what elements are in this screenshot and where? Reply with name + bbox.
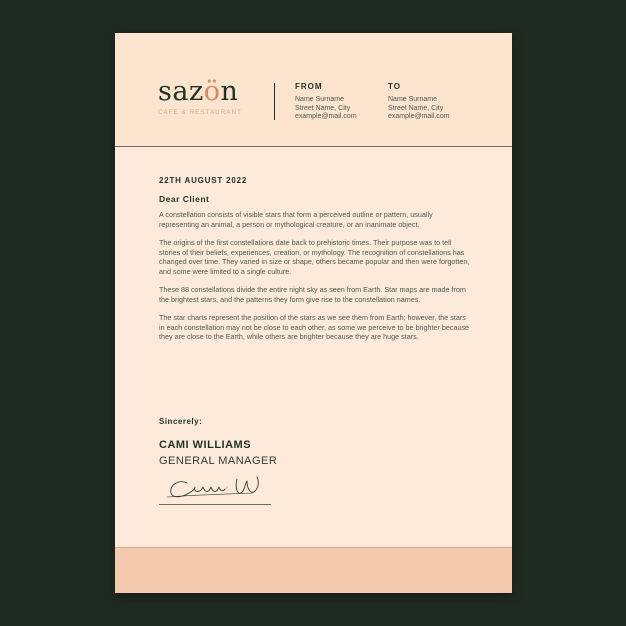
letter-greeting: Dear Client xyxy=(159,194,210,204)
to-address-block xyxy=(388,82,450,122)
letterhead-header xyxy=(115,33,512,146)
from-email: example@mail.com xyxy=(295,113,357,120)
brand-name-accent: ö xyxy=(203,76,221,107)
letterhead-page xyxy=(115,33,512,593)
from-street: Street Name, City xyxy=(295,104,351,112)
signer-name: CAMI WILLIAMS xyxy=(159,439,252,451)
body-paragraph: The star charts represent the position of the stars as we see them from Earth; however, the stars in each constellation may not be close to each other, as some we perceive to be brighter because they are close to the Earth, while others are brighter because they are huge stars. xyxy=(159,313,470,341)
header-rule xyxy=(115,146,512,147)
signature-line xyxy=(159,504,271,505)
signer-title: GENERAL MANAGER xyxy=(159,455,278,467)
brand-logo xyxy=(158,77,238,107)
letter-closing: Sincerely: xyxy=(159,417,203,426)
letter-body xyxy=(159,210,471,351)
letter-date: 22TH AUGUST 2022 xyxy=(159,176,248,185)
body-paragraph: A constellation consists of visible stars that form a perceived outline or pattern, usually representing an animal, a person or mythological creature, or an inanimate object. xyxy=(159,210,433,229)
to-title: TO xyxy=(388,82,401,91)
body-paragraph: The origins of the first constellations date back to prehistoric times. Their purpose was to tell stories of their beliefs, experiences, creation, or mythology. The recognition of constellations has changed over time. They varied in size or shape, others became popular and then were forgotten, and some were limited to a single culture. xyxy=(159,238,470,276)
brand-name-prefix: saz xyxy=(158,76,204,107)
from-address-block xyxy=(295,82,357,122)
brand-tagline: CAFE & RESTAURANT xyxy=(158,110,242,116)
body-paragraph: These 88 constellations divide the entire night sky as seen from Earth. Star maps are made from the brightest stars, and the patterns they form give rise to the constellation names. xyxy=(159,285,466,304)
to-name: Name Surname xyxy=(388,96,438,103)
to-street: Street Name, City xyxy=(388,104,444,112)
from-name: Name Surname xyxy=(295,96,345,103)
to-email: example@mail.com xyxy=(388,113,450,120)
brand-name-suffix: n xyxy=(220,76,239,107)
from-title: FROM xyxy=(295,82,323,91)
header-divider xyxy=(274,83,275,120)
letterhead-footer xyxy=(115,547,512,593)
handwritten-signature xyxy=(165,473,265,503)
